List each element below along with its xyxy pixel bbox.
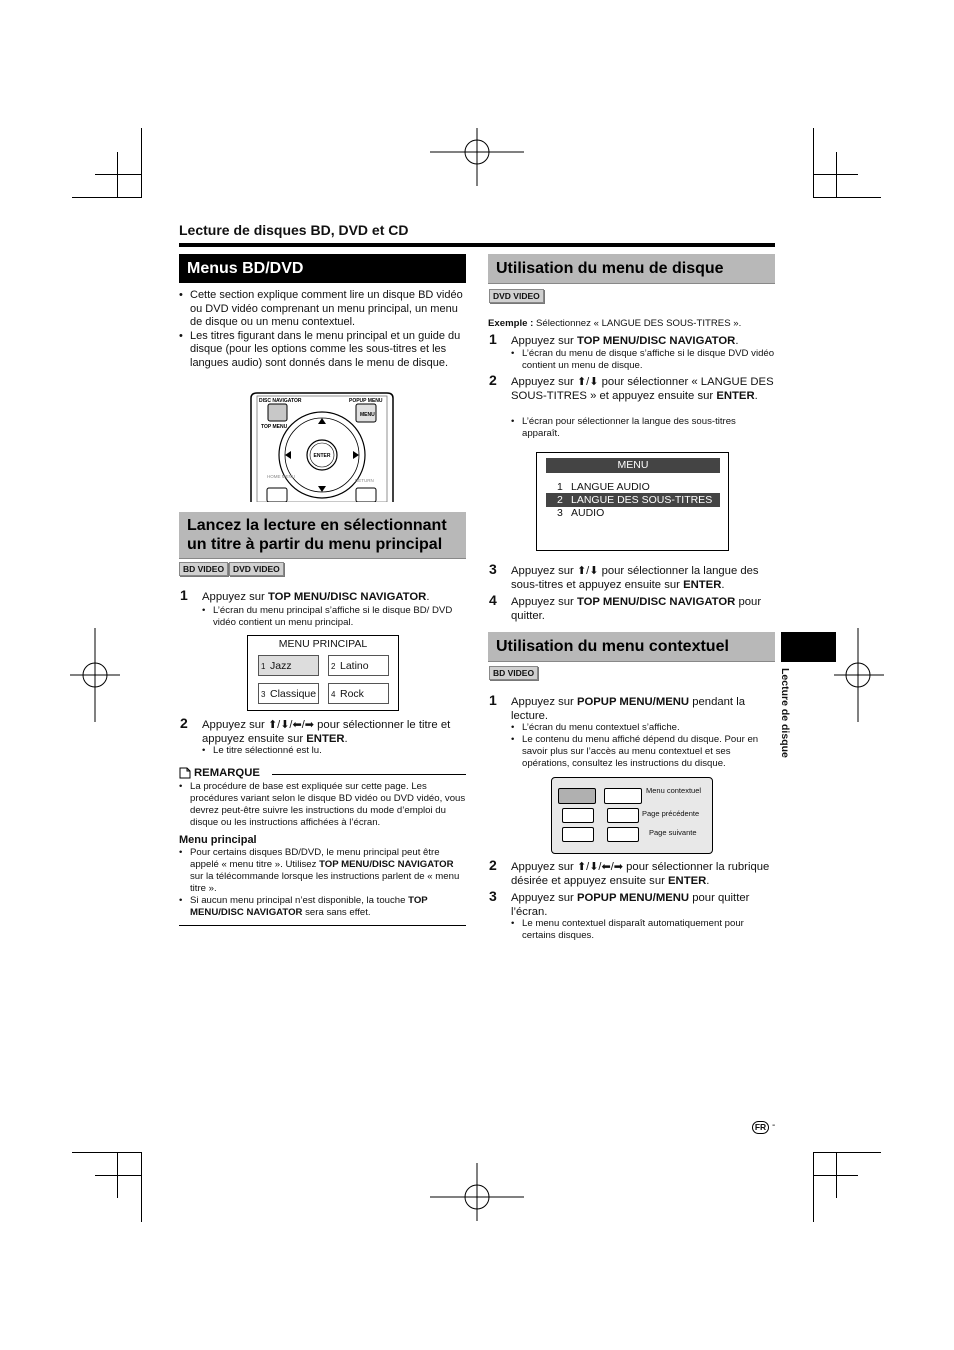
intro-bullets [179,289,466,370]
crop-mark [117,152,118,198]
section-rule [179,243,775,247]
disc-menu-screen [536,452,729,551]
ctx-step-3-note: • Le menu contextuel disparaît automatiquement pour certains disques. [511,918,775,942]
menu-principal-bullets: • Pour certains disques BD/DVD, le menu principal peut être appelé « menu titre ». Utilisez TOP MENU/DISC NAVIGATOR sur la télécommande lorsque les instructions parlent de « menu titre ». • Si aucun menu principal n’est disponible, la touche TOP MENU/DISC NAVIGATOR sera sans effet. [179,847,466,919]
popup-label-page-suivante: Page suivante [649,828,697,837]
right-step-1: 1 Appuyez sur TOP MENU/DISC NAVIGATOR. [489,331,739,347]
ctx-step-1-notes: • L’écran du menu contextuel s’affiche. • Le contenu du menu affiché dépend du disque. Pour en savoir plus sur l’accès au menu contextuel et ses opérations, consultez les instructions du disque. [511,722,775,770]
popup-button[interactable] [607,808,639,823]
remarque-bullets: • La procédure de base est expliquée sur cette page. Les procédures variant selon le disque BD vidéo ou DVD vidéo, vous devrez peut-être suivre les instructions du mode d’emploi du disque ou les instructions affichées à l’écran. [179,781,466,829]
popup-label-menu-contextuel: Menu contextuel [646,786,702,795]
main-menu-item[interactable]: 3 Classique [258,683,319,704]
registration-mark [430,1163,524,1221]
arrow-keys-icon: ⬆/⬇/⬅/➡ [267,719,314,731]
main-menu-screen [247,635,399,711]
disc-menu-item[interactable]: 1 LANGUE AUDIO [557,481,650,493]
page-number: - [772,1120,776,1131]
remote-disc-navigator-label: DISC NAVIGATOR [259,398,302,404]
crop-mark [95,174,142,175]
arrow-keys-icon: ⬆/⬇ [576,376,599,388]
popup-button[interactable] [607,827,639,842]
intro-bullet: • Cette section explique comment lire un disque BD vidéo ou DVD vidéo comprenant un menu principal, un menu de disque ou un menu contextuel. [179,289,466,330]
lancez-heading [179,512,466,559]
remote-return-label: RETURN [355,478,374,483]
step-number: 1 [489,692,497,708]
crop-mark [141,1152,142,1222]
crop-mark [813,1152,814,1222]
menu-principal-heading: Menu principal [179,834,257,846]
remote-menu-label: MENU [360,412,375,418]
left-step-2: 2 Appuyez sur ⬆/⬇/⬅/➡ pour sélectionner le titre et appuyez ensuite sur ENTER. [180,715,451,745]
disc-menu-title: MENU [546,458,720,473]
ctx-step-1: 1 Appuyez sur POPUP MENU/MENU pendant la lecture. [489,692,745,722]
registration-mark [834,628,884,722]
bd-video-badge: BD VIDEO [179,562,228,576]
popup-button-selected[interactable] [558,788,596,804]
intro-bullet: • Les titres figurant dans le menu principal et un guide du disque (pour les options comme les sous-titres et les langues audio) sont donnés dans le menu de disque. [179,330,466,371]
remote-popup-menu-label: POPUP MENU [349,398,383,404]
ctx-step-2: 2 Appuyez sur ⬆/⬇/⬅/➡ pour sélectionner la rubrique désirée et appuyez ensuite sur ENTER. [489,857,770,887]
step-number: 1 [489,331,497,347]
right-step-1-note: • L’écran du menu de disque s’affiche si le disque DVD vidéo contient un menu de disque. [511,348,775,372]
disc-menu-item-selected[interactable]: 2 LANGUE DES SOUS-TITRES [546,493,720,507]
popup-button[interactable] [604,788,642,804]
main-menu-item[interactable]: 2 Latino [328,655,389,676]
main-menu-item[interactable]: 4 Rock [328,683,389,704]
crop-mark [813,1175,858,1176]
crop-mark [141,128,142,198]
section-title: Lecture de disques BD, DVD et CD [179,222,409,238]
popup-button[interactable] [562,808,594,823]
crop-mark [813,1152,881,1153]
step-number: 3 [489,888,497,904]
exemple-line: Exemple : Sélectionnez « LANGUE DES SOUS-TITRES ». [488,318,742,329]
remarque-label: REMARQUE [194,767,260,779]
lancez-heading-line1: Lancez la lecture en sélectionnant [187,517,447,534]
right-step-2-note: • L’écran pour sélectionner la langue des sous-titres apparaît. [511,416,775,440]
main-menu-title: MENU PRINCIPAL [278,638,368,650]
crop-mark [813,128,814,198]
step-number: 2 [489,857,497,873]
remote-top-menu-label: TOP MENU [261,424,288,430]
step-number: 2 [489,372,497,388]
popup-button[interactable] [562,827,594,842]
registration-mark [430,128,524,186]
note-icon [179,767,191,779]
left-column-end-rule [179,925,466,926]
remote-home-menu-label: HOME MENU [267,474,295,479]
registration-mark [70,628,120,722]
left-step-1-note: • L’écran du menu principal s’affiche si le disque BD/ DVD vidéo contient un menu principal. [202,605,457,629]
right-step-3: 3 Appuyez sur ⬆/⬇ pour sélectionner la langue des sous-titres et appuyez ensuite sur ENTER. [489,561,759,591]
ctx-step-3: 3 Appuyez sur POPUP MENU/MENU pour quitter l’écran. [489,888,750,918]
disc-menu-heading: Utilisation du menu de disque [488,254,775,284]
left-step-1: 1 Appuyez sur TOP MENU/DISC NAVIGATOR. [180,587,430,603]
crop-mark [72,197,142,198]
crop-mark [72,1152,142,1153]
step-number: 1 [180,587,188,603]
step-number: 2 [180,715,188,731]
left-step-2-note: • Le titre sélectionné est lu. [202,745,457,757]
remote-illustration [249,392,395,502]
crop-mark [836,152,837,198]
dvd-video-badge: DVD VIDEO [489,289,544,303]
popup-label-page-precedente: Page précédente [642,809,700,818]
arrow-keys-icon: ⬆/⬇/⬅/➡ [576,861,623,873]
side-tab-label: Lecture de disque [779,668,791,758]
menus-bd-dvd-heading: Menus BD/DVD [179,254,466,283]
context-menu-heading: Utilisation du menu contextuel [488,632,775,662]
arrow-keys-icon: ⬆/⬇ [576,565,599,577]
remarque-rule [272,774,466,775]
lancez-heading-line2: un titre à partir du menu principal [187,536,443,553]
dvd-video-badge: DVD VIDEO [229,562,284,576]
bd-video-badge: BD VIDEO [489,666,538,680]
language-badge: FR [752,1121,769,1134]
disc-menu-item[interactable]: 3 AUDIO [557,507,605,519]
remote-enter-label: ENTER [313,453,331,459]
right-step-4: 4 Appuyez sur TOP MENU/DISC NAVIGATOR pour quitter. [489,592,762,622]
step-number: 3 [489,561,497,577]
crop-mark [813,174,858,175]
step-number: 4 [489,592,497,608]
main-menu-item[interactable]: 1 Jazz [258,655,319,676]
crop-mark [95,1175,142,1176]
right-step-2: 2 Appuyez sur ⬆/⬇ pour sélectionner « LANGUE DES SOUS-TITRES » et appuyez ensuite sur ENTER. [489,372,774,402]
side-tab-block [781,632,836,662]
crop-mark [813,197,881,198]
popup-menu-screen [551,777,713,854]
